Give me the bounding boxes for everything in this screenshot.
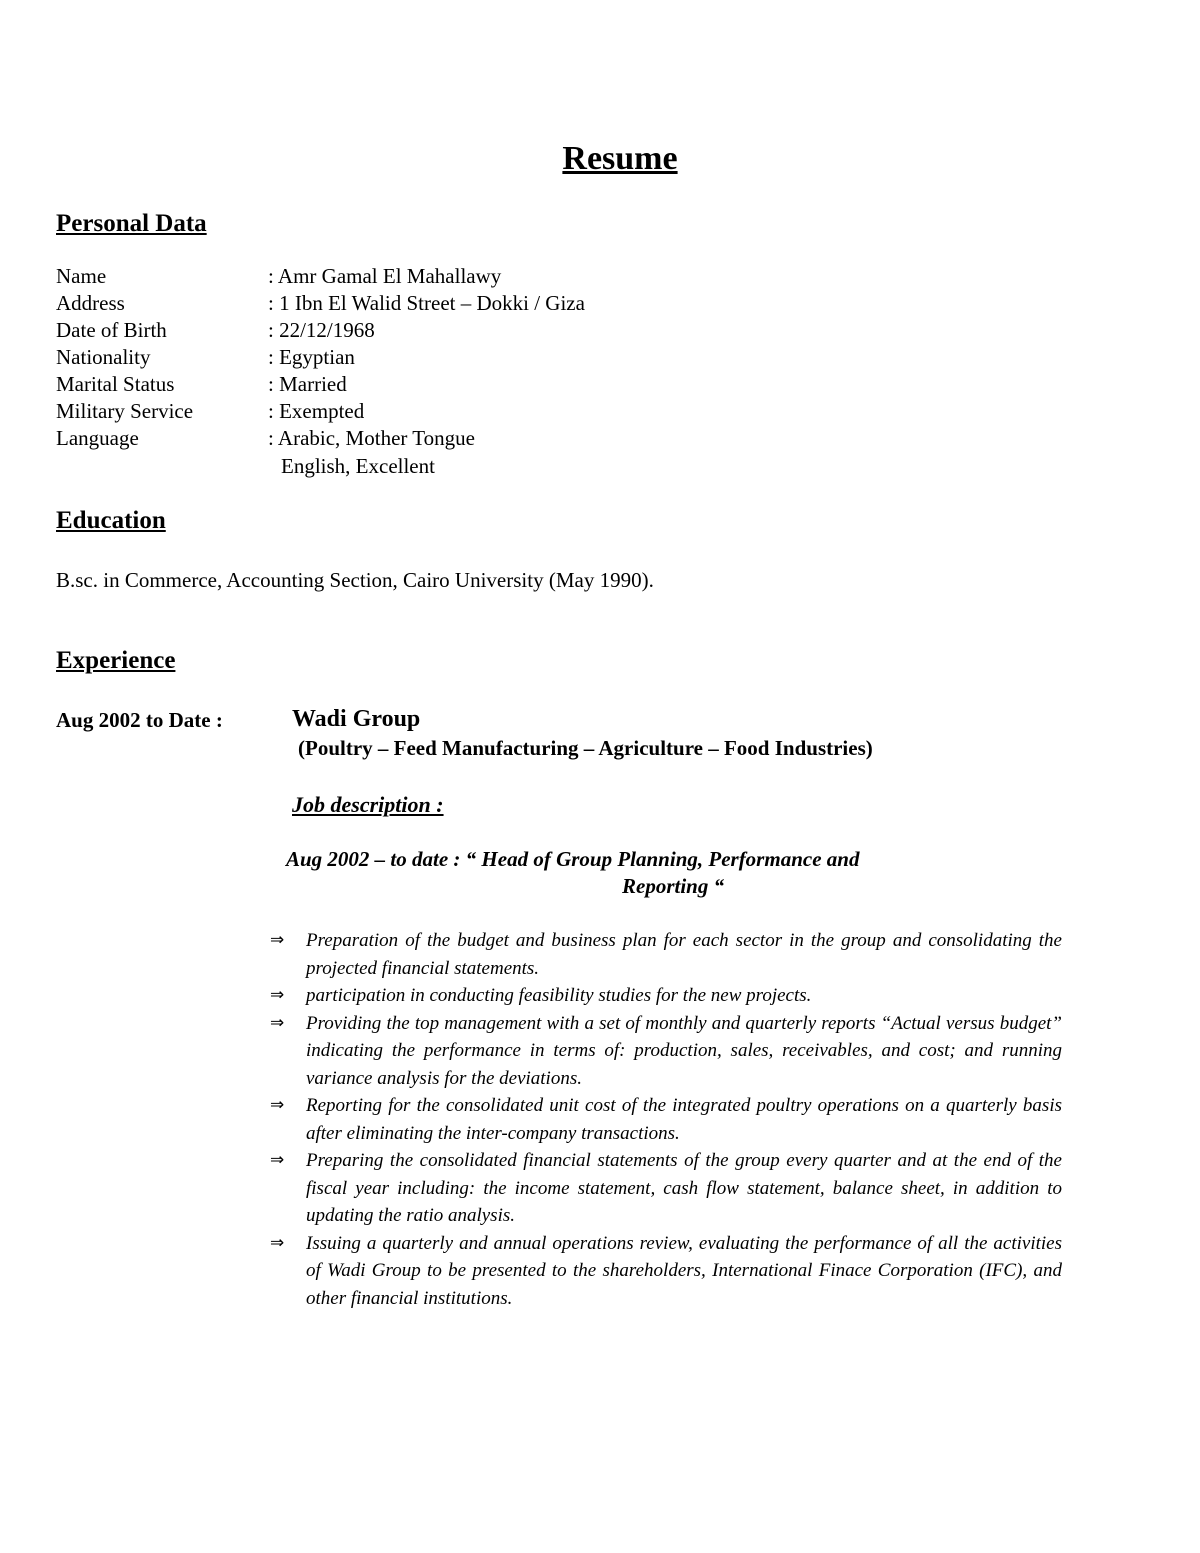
education-heading: Education bbox=[56, 507, 166, 534]
arrow-right-icon: ⇒ bbox=[270, 1012, 285, 1033]
personal-data-heading: Personal Data bbox=[56, 210, 207, 237]
list-item-text: Issuing a quarterly and annual operations review, evaluating the performance of all the activities of Wadi Group to be presented to the shareholders, International Finace Corporation (IFC), and other financial institutions. bbox=[306, 1232, 1062, 1309]
list-item bbox=[270, 1010, 1062, 1093]
arrow-right-icon: ⇒ bbox=[270, 1095, 285, 1115]
language-value: : Arabic, Mother Tongue bbox=[268, 426, 475, 450]
list-item-text: Preparation of the budget and business plan for each sector in the group and consolidating the projected financial statements. bbox=[306, 930, 1062, 979]
education-text: B.sc. in Commerce, Accounting Section, Cairo University (May 1990). bbox=[56, 568, 654, 592]
arrow-right-icon: ⇒ bbox=[270, 985, 285, 1005]
list-item bbox=[270, 1092, 1062, 1147]
military-service-value: : Exempted bbox=[268, 399, 365, 423]
language-label: Language bbox=[56, 426, 139, 450]
language-value-extra: English, Excellent bbox=[281, 454, 435, 478]
experience-heading: Experience bbox=[56, 647, 176, 674]
arrow-right-icon: ⇒ bbox=[270, 1150, 285, 1170]
address-label: Address bbox=[56, 291, 125, 315]
nationality-value: : Egyptian bbox=[268, 345, 355, 369]
address-value: : 1 Ibn El Walid Street – Dokki / Giza bbox=[268, 291, 585, 315]
name-label: Name bbox=[56, 264, 107, 288]
date-of-birth-label: Date of Birth bbox=[56, 318, 167, 342]
position-title-line2: Reporting “ bbox=[622, 874, 725, 898]
list-item-text: participation in conducting feasibility studies for the new projects. bbox=[306, 985, 812, 1006]
company-name: Wadi Group bbox=[292, 706, 421, 732]
marital-status-value: : Married bbox=[268, 372, 347, 396]
experience-period: Aug 2002 to Date : bbox=[56, 708, 223, 732]
military-service-label: Military Service bbox=[56, 399, 194, 423]
name-value: : Amr Gamal El Mahallawy bbox=[268, 264, 502, 288]
list-item-text: Preparing the consolidated financial statements of the group every quarter and at the end of the fiscal year including: the income statement, cash flow statement, balance sheet, in addition to updating the ratio analysis. bbox=[306, 1150, 1062, 1226]
list-item-text: Providing the top management with a set of monthly and quarterly reports “Actual versus budget” indicating the performance in terms of: production, sales, receivables, and cost; and running variance analysis for the deviations. bbox=[306, 1012, 1062, 1089]
list-item bbox=[270, 1230, 1062, 1313]
list-item bbox=[270, 1147, 1062, 1230]
list-item-text: Reporting for the consolidated unit cost of the integrated poultry operations on a quarterly basis after eliminating the inter-company transactions. bbox=[306, 1095, 1062, 1144]
responsibilities-list bbox=[270, 927, 1062, 1312]
arrow-right-icon: ⇒ bbox=[270, 1232, 285, 1253]
position-title-line1: Aug 2002 – to date : “ Head of Group Planning, Performance and bbox=[286, 847, 860, 871]
nationality-label: Nationality bbox=[56, 345, 151, 369]
document-title: Resume bbox=[562, 140, 678, 177]
date-of-birth-value: : 22/12/1968 bbox=[268, 318, 375, 342]
company-description: (Poultry – Feed Manufacturing – Agriculture – Food Industries) bbox=[298, 736, 873, 760]
job-description-label: Job description : bbox=[292, 792, 444, 817]
list-item bbox=[270, 927, 1062, 982]
list-item bbox=[270, 982, 1062, 1010]
marital-status-label: Marital Status bbox=[56, 372, 175, 396]
arrow-right-icon: ⇒ bbox=[270, 930, 285, 950]
